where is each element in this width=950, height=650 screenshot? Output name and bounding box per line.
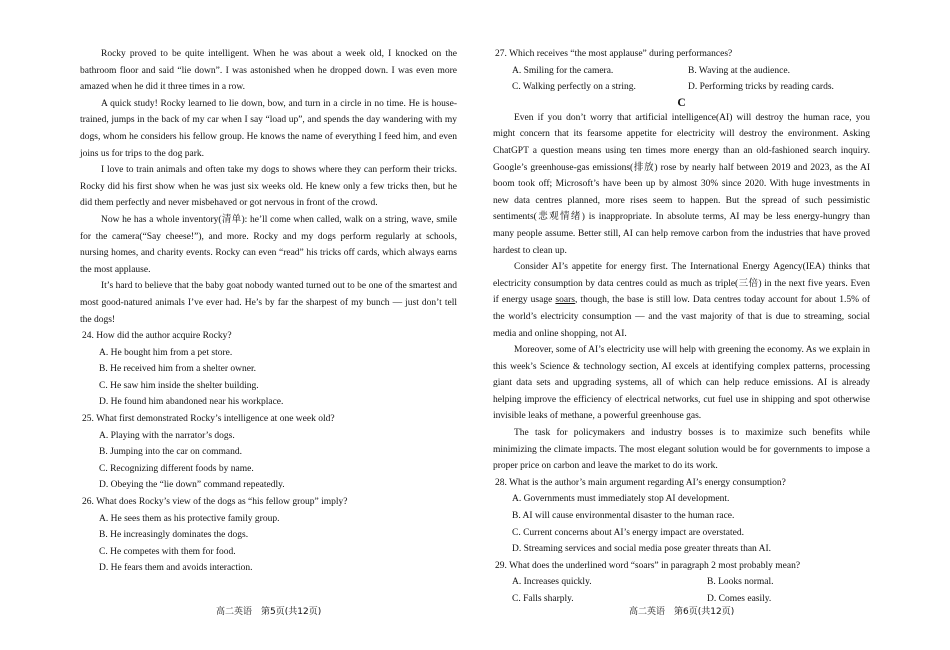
question-27-options-row	[493, 79, 870, 96]
paragraph-text: , though, the base is still low. Data centres today account for about 1.5% of the world’s electricity consumption — and the vast majority of that is due to streaming, social media and online shopping, not AI.	[493, 295, 870, 339]
question-26-option: D. He fears them and avoids interaction.	[99, 563, 253, 574]
question-27-option: C. Walking perfectly on a string.	[512, 82, 636, 93]
passage-paragraph: The task for policymakers and industry bosses is to maximize such benefits while minimizing the climate impacts. The most elegant solution would be for governments to impose a proper price on carbon and leave the market to do its work.	[493, 428, 870, 472]
page-footer-right: 高二英语 第6页(共12页)	[629, 607, 735, 617]
question-26-option: B. He increasingly dominates the dogs.	[99, 530, 249, 541]
passage-paragraph: Moreover, some of AI’s electricity use will help with greening the economy. As we explain in this week’s Science & technology section, AI excels at identifying complex patterns, processing giant data sets and upgrading systems, all of which can help reduce emissions. AI is already helping improve the efficiency of electrical networks, cut fuel use in shipping and spot otherwise invisible leaks of methane, a powerful greenhouse gas.	[493, 345, 870, 422]
question-25-option: B. Jumping into the car on command.	[99, 447, 243, 458]
question-29-options-row	[493, 574, 870, 591]
left-column	[80, 46, 457, 577]
question-29-option: C. Falls sharply.	[512, 594, 574, 604]
question-24-option: C. He saw him inside the shelter building.	[99, 380, 259, 391]
passage-paragraph: Even if you don’t worry that artificial intelligence(AI) will destroy the human race, you might concern that its fearsome appetite for electricity will destroy the environment. Asking ChatGPT a question means using ten times more energy than an old-fashioned search inquiry. Google’s greenhouse-gas emissions(排放) rose by nearly half between 2019 and 2023, as the AI boom took off; Microsoft’s have been up by almost 30% since 2020. With huge investments in new data centres planned, more rises seem to happen. But the spread of such pessimistic sentiments(悲观情绪) is inappropriate. In absolute terms, AI may be less energy-hungry than many people assume. Better still, AI can help remove carbon from the industries that have proved hardest to clean up.	[493, 112, 870, 256]
question-27-option: B. Waving at the audience.	[688, 65, 790, 76]
question-24-option: D. He found him abandoned near his workplace.	[99, 397, 284, 408]
paragraph-text: Consider AI’s appetite for energy first. The International Energy Agency(IEA) thinks that electricity consumption by data centres could as much as triple(三倍) in the next five years. Even if energy usage	[493, 262, 870, 306]
question-24-option: B. He received him from a shelter owner.	[99, 364, 256, 375]
right-column	[493, 46, 870, 608]
question-29-option: D. Comes easily.	[707, 594, 772, 604]
question-27-option: A. Smiling for the camera.	[512, 65, 614, 76]
question-25-option: D. Obeying the “lie down” command repeatedly.	[99, 480, 285, 491]
page-footer-left: 高二英语 第5页(共12页)	[216, 607, 322, 617]
question-26-option: C. He competes with them for food.	[99, 546, 236, 557]
passage-paragraph	[493, 259, 870, 342]
question-28-option: B. AI will cause environmental disaster to the human race.	[512, 511, 735, 522]
question-25-stem: 25. What first demonstrated Rocky’s intelligence at one week old?	[82, 414, 335, 425]
question-25-option: C. Recognizing different foods by name.	[99, 463, 254, 474]
question-28-option: A. Governments must immediately stop AI development.	[512, 494, 730, 505]
question-28-option: C. Current concerns about AI’s energy impact are overstated.	[512, 527, 744, 538]
passage-paragraph: Now he has a whole inventory(清单): he’ll come when called, walk on a string, wave, smile for the camera(“Say cheese!”), and more. Rocky and my dogs perform regularly at schools, nursing homes, and charity events. Rocky can even “read” his tricks off cards, which always earns the most applause.	[80, 214, 457, 275]
question-27-stem: 27. Which receives “the most applause” during performances?	[495, 49, 733, 59]
question-28-stem: 28. What is the author’s main argument regarding AI’s energy consumption?	[495, 477, 786, 488]
passage-paragraph: It’s hard to believe that the baby goat nobody wanted turned out to be one of the smartest and most good-natured animals I’ve ever had. He’s by far the sharpest of my bunch — just don’t tell the dogs!	[80, 281, 457, 325]
question-26-stem: 26. What does Rocky’s view of the dogs as “his fellow group” imply?	[82, 497, 348, 508]
passage-paragraph: A quick study! Rocky learned to lie down, bow, and turn in a circle in no time. He is house-trained, jumps in the back of my car when I say “load up”, and spends the day wandering with my dogs, whom he considers his fellow group. He knows the name of everything I feed him, and even joins us for trips to the dog park.	[80, 98, 457, 159]
question-26-option: A. He sees them as his protective family group.	[99, 513, 280, 524]
question-27-option: D. Performing tricks by reading cards.	[688, 82, 834, 93]
question-29-stem: 29. What does the underlined word “soars” in paragraph 2 most probably mean?	[495, 560, 801, 571]
question-28-option: D. Streaming services and social media pose greater threats than AI.	[512, 544, 772, 555]
question-25-option: A. Playing with the narrator’s dogs.	[99, 430, 235, 441]
passage-paragraph: I love to train animals and often take my dogs to shows where they can perform their tricks. Rocky did his first show when he was just six weeks old. He knew only a few tricks then, but he did them perfectly and never misbehaved or got nervous in front of the crowd.	[80, 165, 457, 209]
underlined-word: soars	[555, 295, 575, 306]
question-24-option: A. He bought him from a pet store.	[99, 347, 233, 358]
question-27-options-row	[493, 63, 870, 80]
question-29-option: B. Looks normal.	[707, 577, 774, 588]
section-heading: C	[677, 96, 686, 109]
question-24-stem: 24. How did the author acquire Rocky?	[82, 331, 232, 342]
question-29-option: A. Increases quickly.	[512, 577, 592, 588]
passage-paragraph: Rocky proved to be quite intelligent. When he was about a week old, I knocked on the bathroom floor and said “lie down”. I was astonished when he dropped down. I was even more amazed when he did it three times in a row.	[80, 49, 457, 93]
